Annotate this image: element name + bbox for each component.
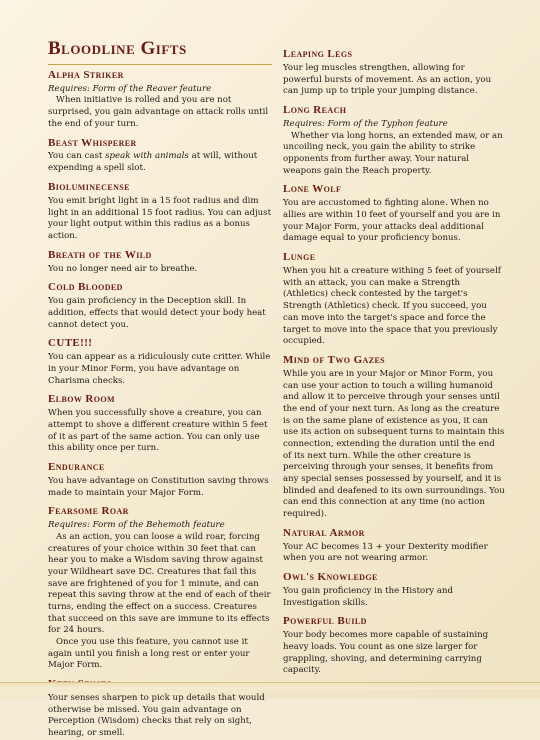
feature-heading: Endurance xyxy=(48,460,105,473)
feature-fearsome-roar xyxy=(48,504,272,672)
feature-requirement: Requires: Form of the Reaver feature xyxy=(48,83,212,94)
feature-heading: Cold Blooded xyxy=(48,281,123,294)
feature-heading: Lone Wolf xyxy=(283,183,342,196)
feature-leaping-legs xyxy=(283,47,505,98)
feature-description: Your senses sharpen to pick up details that would otherwise be missed. You gain advantage on Perception (Wisdom) checks that rely on sight, hearing, or smell. xyxy=(48,693,265,739)
feature-alpha-striker xyxy=(48,68,272,131)
feature-breath-of-the-wild xyxy=(48,248,272,276)
feature-description: When initiative is rolled and you are not surprised, you gain advantage on attack rolls until the end of your turn. xyxy=(48,95,269,129)
feature-heading: Breath of the Wild xyxy=(48,248,152,261)
feature-description: While you are in your Major or Minor Form, you can use your action to touch a willing humanoid and allow it to perceive through your senses until the end of your next turn. As long as the creature is on the same plane of existence as you, it can use its action on subsequent turns to maintain this connection, extending the duration until the end of its next turn. While the other creature is perceiving through your senses, it benefits from any special senses possessed by yourself, and it is blinded and deafened to its own surroundings. You can end this connection at any time (no action required). xyxy=(283,368,505,520)
feature-description: Once you use this feature, you cannot use it again until you finish a long rest or enter your Major Form. xyxy=(48,637,250,671)
feature-heading: Beast Whisperer xyxy=(48,136,137,149)
feature-description: You have advantage on Constitution saving throws made to maintain your Major Form. xyxy=(48,475,269,498)
feature-description: Your body becomes more capable of sustaining heavy loads. You count as one size larger for grappling, shoving, and determining carrying capacity. xyxy=(283,630,489,676)
feature-description: Whether via long horns, an extended maw, or an uncoiling neck, you gain the ability to strike opponents from further away. Your natural weapons gain the Reach property. xyxy=(283,130,503,176)
feature-lunge xyxy=(283,250,505,348)
feature-lone-wolf xyxy=(283,182,505,245)
feature-description: Your AC becomes 13 + your Dexterity modifier when you are not wearing armor. xyxy=(283,541,488,564)
feature-heading: Long Reach xyxy=(283,104,347,117)
feature-heading: Lunge xyxy=(283,251,316,264)
feature-description: You gain proficiency in the Deception skill. In addition, effects that would detect your body heat cannot detect you. xyxy=(48,296,266,330)
feature-cute xyxy=(48,336,272,387)
right-column xyxy=(283,44,505,676)
feature-description: You no longer need air to breathe. xyxy=(48,263,198,274)
feature-owl-s-knowledge xyxy=(283,570,505,609)
feature-description: You gain proficiency in the History and Investigation skills. xyxy=(283,586,454,608)
spell-name: speak with animals xyxy=(105,151,189,162)
page-title: Bloodline Gifts xyxy=(48,36,272,65)
feature-description: When you successfully shove a creature, you can attempt to shove a different creature within 5 feet of it as part of the same action. You can only use this ability once per turn. xyxy=(48,408,268,454)
feature-heading: Leaping Legs xyxy=(283,48,353,60)
feature-heading: Alpha Striker xyxy=(48,68,124,81)
footer-divider xyxy=(0,682,540,689)
feature-requirement: Requires: Form of the Behemoth feature xyxy=(48,520,225,531)
left-column xyxy=(48,36,272,739)
feature-description: As an action, you can loose a wild roar, forcing creatures of your choice within 30 feet that can hear you to make a Wisdom saving throw against your Wildheart save DC. Creatures that fail this save are frightened of you for 1 minute, and can repeat this saving throw at the end of each of their turns, ending the effect on a success. Creatures that succeed on this save are immune to its effects for 24 hours. xyxy=(48,531,271,636)
feature-heading: Bioluminecense xyxy=(48,180,130,193)
feature-heading: Fearsome Roar xyxy=(48,505,129,518)
feature-heading: Owl's Knowledge xyxy=(283,571,378,584)
feature-description: Your leg muscles strengthen, allowing for powerful bursts of movement. As an action, you can jump up to triple your jumping distance. xyxy=(283,62,492,97)
feature-long-reach xyxy=(283,103,505,177)
feature-description: When you hit a creature withing 5 feet of yourself with an attack, you can make a Strength (Athletics) check contested by the target's Strength (Athletics) check. If you succeed, you can move into the target's space and force the target to move into the space that you previously occupied. xyxy=(283,266,501,347)
feature-beast-whisperer xyxy=(48,136,272,175)
feature-powerful-build xyxy=(283,614,505,677)
feature-description: You can cast speak with animals at will, without expending a spell slot. xyxy=(48,151,258,174)
feature-requirement: Requires: Form of the Typhon feature xyxy=(283,118,448,129)
feature-description: You emit bright light in a 15 foot radius and dim light in an additional 15 foot radius. You can adjust your light output within this radius as a bonus action. xyxy=(48,195,272,241)
feature-bioluminecense xyxy=(48,180,272,243)
feature-natural-armor xyxy=(283,526,505,565)
feature-mind-of-two-gazes xyxy=(283,353,505,521)
feature-heading: Mind of Two Gazes xyxy=(283,353,386,366)
feature-heading: Natural Armor xyxy=(283,526,365,539)
feature-description: You are accustomed to fighting alone. When no allies are within 10 feet of yourself and you are in your Major Form, your attacks deal additional damage equal to your proficiency bonus. xyxy=(283,198,501,244)
feature-heading: Powerful Build xyxy=(283,615,367,628)
feature-cold-blooded xyxy=(48,280,272,331)
feature-endurance xyxy=(48,460,272,499)
feature-description: You can appear as a ridiculously cute critter. While in your Minor Form, you have advantage on Charisma checks. xyxy=(48,352,271,386)
feature-heading: CUTE!!! xyxy=(48,337,93,350)
feature-heading: Elbow Room xyxy=(48,393,115,406)
feature-elbow-room xyxy=(48,392,272,455)
